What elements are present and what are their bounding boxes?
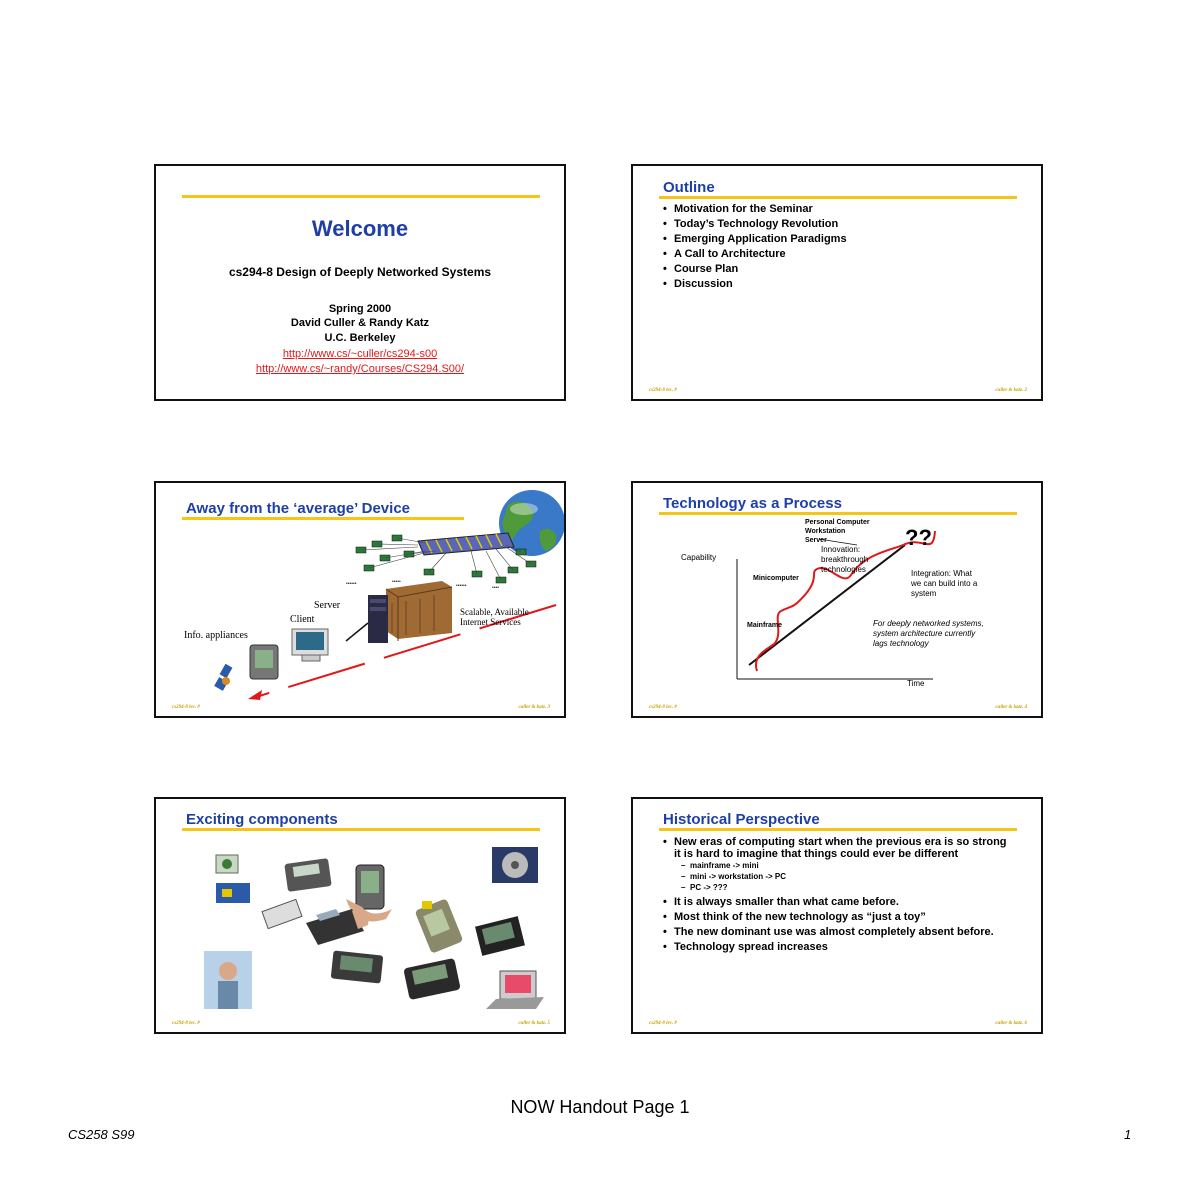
technology-curve-diagram (633, 483, 1041, 716)
title-rule (659, 828, 1017, 831)
svg-text:•••••: ••••• (392, 579, 401, 585)
footer-left: cs294-8 lec. # (172, 705, 200, 710)
satellite-icon (214, 664, 232, 691)
title-rule (659, 196, 1017, 199)
internet-services-label: Internet Services (460, 617, 521, 627)
page-number: 1 (1124, 1127, 1132, 1142)
footer-left: cs294-8 lec. # (172, 1021, 200, 1026)
client-label: Client (290, 614, 315, 625)
question-marks: ?? (905, 525, 932, 550)
course-link-culler[interactable] (156, 348, 564, 360)
arrow-head (248, 690, 262, 700)
server-label: Server (314, 600, 341, 611)
capability-axis-label: Capability (681, 553, 717, 562)
footer-left: cs294-8 lec. # (649, 705, 677, 710)
list-item: • It is always smaller than what came before. (661, 896, 1016, 908)
device-collage (156, 799, 564, 1032)
note-line-3: lags technology (873, 639, 929, 648)
slide-title: Outline (663, 179, 715, 196)
slide-title: Exciting components (186, 811, 338, 828)
sub-list-item: – PC -> ??? (681, 882, 1016, 893)
integration-label-1: Integration: What (911, 569, 972, 578)
authors: David Culler & Randy Katz (290, 317, 430, 329)
course-subtitle: cs294-8 Design of Deeply Networked Systems (228, 265, 492, 279)
footer-right: culler & katz. 2 (995, 388, 1027, 393)
link-text[interactable]: http://www.cs/~randy/Courses/CS294.S00/ (255, 363, 465, 375)
info-appliances-label: Info. appliances (184, 630, 248, 641)
datacenter-icon (386, 581, 452, 641)
list-item: • Course Plan (661, 263, 847, 275)
slide-technology-process (631, 481, 1043, 718)
organizer-icon (331, 950, 384, 983)
list-item: • Emerging Application Paradigms (661, 233, 847, 245)
outline-list (661, 203, 847, 290)
perspective-list (661, 836, 1016, 953)
disk-drive-icon (492, 847, 538, 883)
pager-icon (284, 858, 331, 892)
integration-label-2: we can build into a (911, 579, 978, 588)
circuit-board-icon (216, 883, 250, 903)
note-line-1: For deeply networked systems, (873, 619, 984, 628)
person-photo (204, 951, 252, 1009)
slide-title: Away from the ‘average’ Device (186, 500, 411, 517)
list-item-text: New eras of computing start when the previous era is so strong it is hard to imagine that things could ever be different (674, 836, 1007, 860)
page-caption: NOW Handout Page 1 (510, 1097, 690, 1117)
course-link-randy[interactable] (156, 363, 564, 375)
footer-left: cs294-8 lec. # (649, 1021, 677, 1026)
list-item: • Motivation for the Seminar (661, 203, 847, 215)
workstation-label: Workstation (805, 528, 846, 535)
sub-list-item: – mainframe -> mini (681, 860, 1016, 871)
slide-welcome (154, 164, 566, 401)
footer-right: culler & katz. 5 (518, 1021, 550, 1026)
laptop-icon (486, 971, 544, 1009)
list-item: • The new dominant use was almost completely absent before. (661, 926, 1016, 938)
footer-left: cs294-8 lec. # (649, 388, 677, 393)
course-code: CS258 S99 (68, 1127, 135, 1142)
integration-label-3: system (911, 589, 937, 598)
footer-right: culler & katz. 6 (995, 1021, 1027, 1026)
chip-icon (216, 855, 238, 873)
svg-text:••••••: •••••• (346, 581, 357, 587)
footer-right: culler & katz. 3 (518, 705, 550, 710)
breakthrough-label: breakthrough (821, 555, 869, 564)
slide-exciting-components (154, 797, 566, 1034)
server-label: Server (805, 537, 827, 544)
pda-icon (250, 645, 278, 679)
slide-title: Welcome (311, 216, 409, 241)
note-line-2: system architecture currently (873, 629, 976, 638)
handheld-in-hand-icon (306, 909, 369, 945)
term: Spring 2000 (328, 303, 392, 315)
innovation-label: Innovation: (821, 545, 861, 554)
slide-title: Historical Perspective (663, 811, 820, 828)
technologies-label: technologies (821, 565, 866, 574)
link-text[interactable]: http://www.cs/~culler/cs294-s00 (282, 348, 438, 360)
network-illustration (156, 483, 564, 716)
scalable-label: Scalable, Available (460, 607, 529, 617)
slide-historical-perspective (631, 797, 1043, 1034)
pda-stylus-icon (415, 898, 464, 953)
mini-laptop-icon (475, 916, 525, 956)
mainframe-label: Mainframe (747, 622, 783, 629)
list-item: • Today’s Technology Revolution (661, 218, 847, 230)
slide-outline (631, 164, 1043, 401)
list-item: • A Call to Architecture (661, 248, 847, 260)
list-item: • Most think of the new technology as “just a toy” (661, 911, 1016, 923)
slide-title: Technology as a Process (663, 495, 842, 512)
list-item: • Technology spread increases (661, 941, 1016, 953)
card-reader-icon (262, 899, 302, 928)
server-icon (368, 595, 388, 643)
title-rule (182, 195, 540, 198)
footer-right: culler & katz. 4 (995, 705, 1027, 710)
svg-text:••••: •••• (492, 585, 500, 591)
time-axis-label: Time (907, 679, 925, 688)
list-item (661, 836, 1016, 893)
sub-list (661, 860, 1016, 893)
communicator-icon (403, 958, 461, 1000)
slide-average-device (154, 481, 566, 718)
list-item: • Discussion (661, 278, 847, 290)
svg-text:••••••: •••••• (456, 583, 467, 589)
minicomputer-label: Minicomputer (753, 575, 799, 582)
client-monitor-icon (292, 629, 328, 661)
sub-list-item: – mini -> workstation -> PC (681, 871, 1016, 882)
pc-label: Personal Computer (805, 519, 870, 526)
institution: U.C. Berkeley (324, 332, 396, 344)
